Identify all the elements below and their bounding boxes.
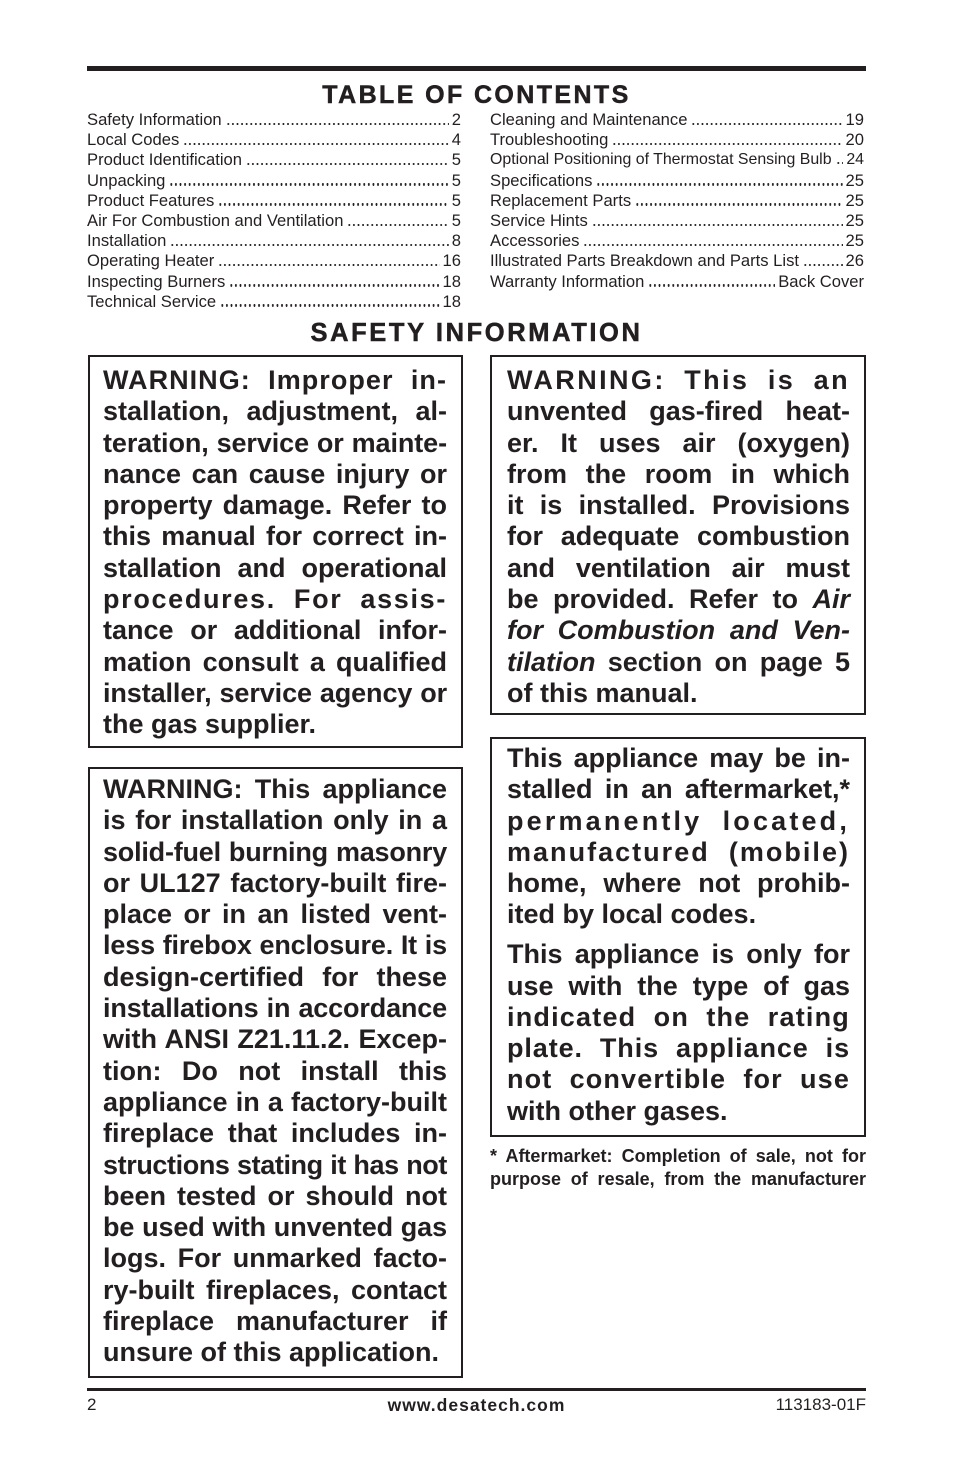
text-segment: be provided. Refer to [507,584,813,615]
toc-entry-page: 16 [442,251,461,271]
text-line [507,365,850,396]
text-line [507,521,850,552]
aftermarket-footnote [490,1145,866,1191]
text-line [490,1145,866,1168]
text-segment: procedures. For assis- [103,584,447,615]
toc-entry-page: 20 [845,130,864,150]
text-segment: This appliance is only for [507,939,850,970]
toc-entry-title: Safety Information [87,110,222,129]
toc-column-right [490,110,864,292]
text-segment: stallation, adjustment, al- [103,396,447,427]
toc-dot-leader [583,244,842,246]
toc-dot-leader [803,264,843,266]
text-segment: use with the type of gas [507,970,850,1001]
text-line [103,428,447,459]
toc-entry-title: Technical Service [87,291,217,311]
text-segment: ry-built fireplaces, contact [103,1274,447,1305]
bottom-rule [87,1388,866,1391]
text-line [103,459,447,490]
toc-entry [87,191,461,211]
text-segment: with other gases. [507,1095,728,1126]
text-segment: fireplace that includes in- [103,1118,447,1149]
toc-entry-title: Warranty Information [490,271,645,291]
toc-entry-title: Air For Combustion and Ventilation [87,210,344,230]
toc-entry-title: Optional Positioning of Thermostat Sensing Bulb [490,151,832,169]
toc-entry-title: Accessories [490,231,580,251]
toc-entry-title: Illustrated Parts Breakdown and Parts List [490,251,799,271]
text-segment: with ANSI Z21.11.2. Excep- [103,1024,447,1055]
text-segment: This appliance may be in- [507,743,850,773]
text-segment: permanently located, [507,805,850,836]
paragraph [507,939,850,1127]
text-line [103,899,447,930]
text-line [103,774,447,805]
text-segment: ited by local codes. [507,899,757,930]
text-line [507,396,850,427]
text-segment: stallation and operational [103,552,447,583]
text-line [103,1056,447,1087]
toc-entry-page: 8 [451,231,461,251]
text-line [507,553,850,584]
toc-dot-leader [635,203,842,205]
text-segment: teration, service or mainte- [103,427,447,458]
toc-entry [87,150,461,170]
text-line [103,962,447,993]
page-footer [87,1395,866,1415]
text-segment: fireplace manufacturer if [103,1306,447,1337]
toc-entry [490,171,864,191]
toc-dot-leader [648,284,775,286]
toc-entry [87,272,461,292]
warning-box-fireplace-installation [88,767,463,1378]
text-line [103,615,447,646]
text-segment: place or in an listed vent- [103,899,447,930]
text-segment: mation consult a qualified [103,646,447,677]
text-line [507,939,850,970]
italic-text-segment: for Combustion and Ven- [507,615,850,646]
toc-entry [490,150,864,170]
text-segment: unvented gas-fired heat- [507,396,850,427]
toc-entry-title: Installation [87,231,167,251]
paragraph [490,1145,866,1191]
toc-entry-page: 5 [451,170,461,190]
toc-entry-page: 24 [846,151,864,169]
text-line [507,774,850,805]
text-line [103,993,447,1024]
toc-dot-leader [691,123,842,125]
text-line [103,868,447,899]
text-line [103,1024,447,1055]
toc-entry [490,130,864,150]
text-segment: property damage. Refer to [103,490,447,521]
toc-dot-leader [347,224,448,226]
notice-box-manufactured-home [490,737,866,1137]
text-line [507,868,850,899]
text-segment: or UL127 factory-built fire- [103,867,447,898]
toc-entry-page: 25 [845,170,864,190]
text-segment: been tested or should not [103,1180,447,1211]
text-line [507,1064,850,1095]
text-line [103,709,447,740]
toc-dot-leader [170,244,448,246]
text-line [103,1212,447,1243]
toc-entry [87,211,461,231]
toc-dot-leader [612,143,842,145]
table-of-contents-heading: TABLE OF CONTENTS [322,81,631,109]
toc-entry-page: 26 [845,251,864,271]
text-segment: WARNING: Improper in- [103,365,447,395]
toc-entry-title: Operating Heater [87,251,215,271]
text-segment: plate. This appliance is [507,1033,850,1064]
text-segment: for adequate combustion [507,521,850,552]
text-segment: indicated on the rating [507,1001,850,1032]
text-line [103,1306,447,1337]
toc-entry-page: 5 [451,190,461,210]
text-segment: is for installation only in a [103,805,447,836]
toc-entry [87,251,461,271]
text-line [507,899,850,930]
text-line [103,490,447,521]
toc-dot-leader [218,203,448,205]
text-line [507,678,850,709]
text-segment: section on page 5 [595,646,850,677]
toc-entry [490,211,864,231]
toc-entry [87,130,461,150]
text-line [507,1002,850,1033]
text-line [507,584,850,615]
toc-entry-title: Local Codes [87,130,180,150]
toc-entry-page: 5 [451,210,461,230]
text-line [103,521,447,552]
text-segment: WARNING: This appliance [103,774,447,804]
text-line [103,584,447,615]
text-line [103,365,447,396]
text-line [103,837,447,868]
toc-entry-title: Inspecting Burners [87,271,226,291]
text-segment: tance or additional infor- [103,615,447,646]
toc-entry-page: 19 [845,110,864,129]
toc-dot-leader [226,123,449,125]
toc-entry [490,251,864,271]
toc-entry-page: 25 [845,231,864,251]
toc-entry-title: Service Hints [490,210,588,230]
text-line [507,428,850,459]
safety-information-heading: SAFETY INFORMATION [310,319,643,347]
toc-entry-page: 25 [845,190,864,210]
paragraph [507,743,850,931]
text-line [103,678,447,709]
toc-entry-page: 5 [451,150,461,170]
toc-entry [490,231,864,251]
toc-entry-title: Product Features [87,190,215,210]
toc-entry-page: 18 [442,291,461,311]
toc-entry-title: Specifications [490,170,593,190]
toc-dot-leader [246,163,449,165]
text-segment: WARNING: This is an [507,365,850,395]
toc-entry-page: 25 [845,210,864,230]
text-line [507,1096,850,1127]
text-segment: and ventilation air must [507,552,850,583]
text-line [103,1337,447,1368]
text-segment: from the room in which [507,458,850,489]
text-segment: unsure of this application. [103,1337,440,1368]
text-segment: home, where not prohib- [507,868,850,899]
text-line [507,459,850,490]
toc-entry [87,292,461,312]
text-segment: the gas supplier. [103,709,317,740]
toc-dot-leader [218,264,439,266]
toc-dot-leader [183,143,449,145]
toc-entry [87,231,461,251]
toc-dot-leader [229,284,439,286]
text-line [103,930,447,961]
text-segment: it is installed. Provisions [507,490,850,521]
text-line [103,1181,447,1212]
toc-entry [87,110,461,130]
document-number: 113183-01F [775,1395,866,1414]
text-line [103,396,447,427]
toc-entry [87,171,461,191]
text-segment: logs. For unmarked facto- [103,1243,447,1274]
text-segment: solid-fuel burning masonry [103,836,447,867]
text-line [507,743,850,774]
text-line [490,1168,866,1191]
toc-entry-title: Unpacking [87,170,166,190]
toc-entry-page: 4 [451,130,461,150]
toc-entry [490,191,864,211]
text-segment: nance can cause injury or [103,458,447,489]
text-line [103,1150,447,1181]
text-segment: stalled in an aftermarket,* [507,774,850,805]
page-number: 2 [87,1395,97,1414]
paragraph [103,365,447,741]
toc-entry-title: Troubleshooting [490,130,609,150]
toc-entry-page: 2 [451,110,461,129]
text-line [103,1275,447,1306]
text-segment: purpose of resale, from the manufacturer [490,1169,866,1189]
text-line [103,1243,447,1274]
text-line [103,1118,447,1149]
paragraph [103,774,447,1369]
text-line [103,805,447,836]
toc-dot-leader [592,224,843,226]
text-line [507,490,850,521]
text-line [507,971,850,1002]
text-line [103,647,447,678]
text-segment: appliance in a factory-built [103,1086,447,1117]
text-segment: not convertible for use [507,1064,850,1095]
text-segment: * Aftermarket: Completion of sale, not for [490,1146,866,1166]
warning-box-improper-installation [88,355,463,748]
text-segment: installer, service agency or [103,677,447,708]
text-segment: installations in accordance [103,993,447,1024]
toc-entry [490,110,864,130]
website-url: www.desatech.com [387,1395,566,1415]
text-segment: manufactured (mobile) [507,836,850,867]
warning-box-unvented-heater [490,355,866,715]
text-segment: be used with unvented gas [103,1212,447,1243]
toc-dot-leader [220,304,439,306]
text-line [507,837,850,868]
italic-text-segment: Air [812,584,850,615]
toc-entry-title: Cleaning and Maintenance [490,110,688,129]
text-segment: design-certified for these [103,961,447,992]
toc-entry-page: Back Cover [778,271,864,291]
toc-dot-leader [169,183,448,185]
text-segment: tion: Do not install this [103,1055,447,1086]
paragraph [507,365,850,709]
text-segment: this manual for correct in- [103,521,447,552]
toc-entry [490,272,864,292]
text-segment: of this manual. [507,677,698,708]
toc-entry-title: Product Identification [87,150,242,170]
text-segment: less firebox enclosure. It is [103,930,447,961]
text-line [507,806,850,837]
toc-dot-leader [596,183,842,185]
text-line [507,1033,850,1064]
text-line [103,1087,447,1118]
top-rule [87,66,866,71]
text-line [103,553,447,584]
text-segment: structions stating it has not [103,1149,447,1180]
toc-entry-page: 18 [442,271,461,291]
toc-dot-leader [836,162,844,164]
toc-entry-title: Replacement Parts [490,190,632,210]
text-line [507,615,850,646]
text-segment: er. It uses air (oxygen) [507,427,850,458]
italic-text-segment: tilation [507,646,596,677]
toc-column-left [87,110,461,312]
text-line [507,647,850,678]
